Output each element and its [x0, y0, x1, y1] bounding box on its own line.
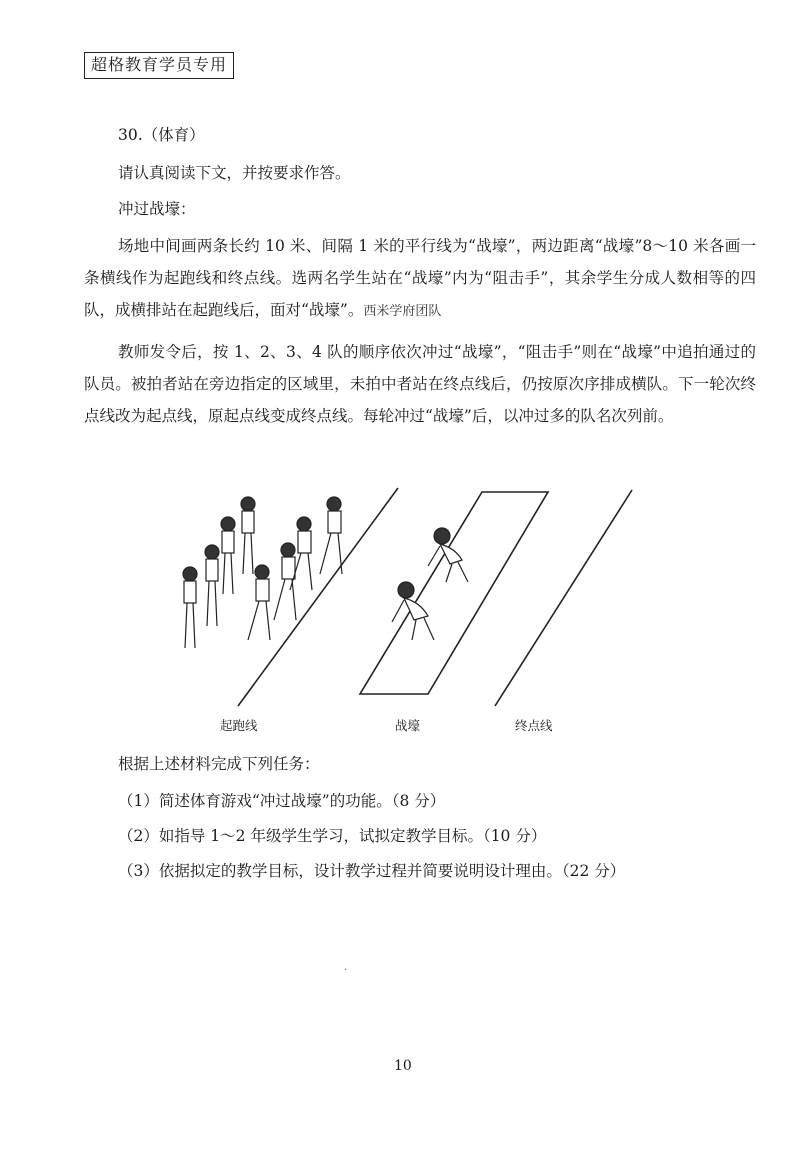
student-figure [320, 497, 342, 574]
header-label-box [84, 52, 234, 79]
student-figure [241, 497, 255, 574]
field-diagram [170, 480, 640, 745]
paragraph-1 [84, 230, 756, 328]
label-start-line: 起跑线 [220, 718, 258, 733]
finish-line [495, 490, 632, 706]
page-number: 10 [394, 1058, 412, 1074]
stray-dot: . [344, 962, 348, 973]
tasks-title: 根据上述材料完成下列任务： [118, 755, 320, 773]
game-title: 冲过战壕： [118, 200, 196, 218]
students-group [183, 497, 468, 648]
label-finish-line: 终点线 [515, 718, 553, 733]
header-label: 超格教育学员专用 [91, 55, 228, 74]
student-figure [221, 517, 235, 594]
inline-watermark: 西米学府团队 [363, 304, 442, 319]
question-instruction: 请认真阅读下文，并按要求作答。 [118, 164, 351, 182]
task-item: （1）简述体育游戏“冲过战壕”的功能。（8 分） [118, 792, 446, 810]
paragraph-2-text: 教师发令后，按 1、2、3、4 队的顺序依次冲过“战壕”，“阻击手”则在“战壕”中追拍通过的队员。被拍者站在旁边指定的区域里，未拍中者站在终点线后，仍按原次序排成横队。下一轮次终点线改为起点线，原起点线变成终点线。每轮冲过“战壕”后，以冲过多的队名次列前。 [84, 343, 756, 425]
question-number: 30.（体育） [118, 126, 205, 144]
task-item: （3）依据拟定的教学目标，设计教学过程并简要说明设计理由。（22 分） [118, 862, 626, 880]
student-figure [183, 567, 197, 648]
label-trench: 战壕 [395, 718, 421, 733]
blocker-figure [428, 528, 468, 582]
paragraph-2 [84, 336, 756, 432]
student-figure [205, 545, 219, 626]
student-figure [248, 565, 270, 640]
task-item: （2）如指导 1～2 年级学生学习，试拟定教学目标。（10 分） [118, 827, 547, 845]
trench-area [360, 492, 548, 694]
paragraph-1-text: 场地中间画两条长约 10 米、间隔 1 米的平行线为“战壕”，两边距离“战壕”8～10 米各画一条横线作为起跑线和终点线。选两名学生站在“战壕”内为“阻击手”，其余学生分成人数相等的四队，成横排站在起跑线后，面对“战壕”。 [84, 237, 756, 319]
